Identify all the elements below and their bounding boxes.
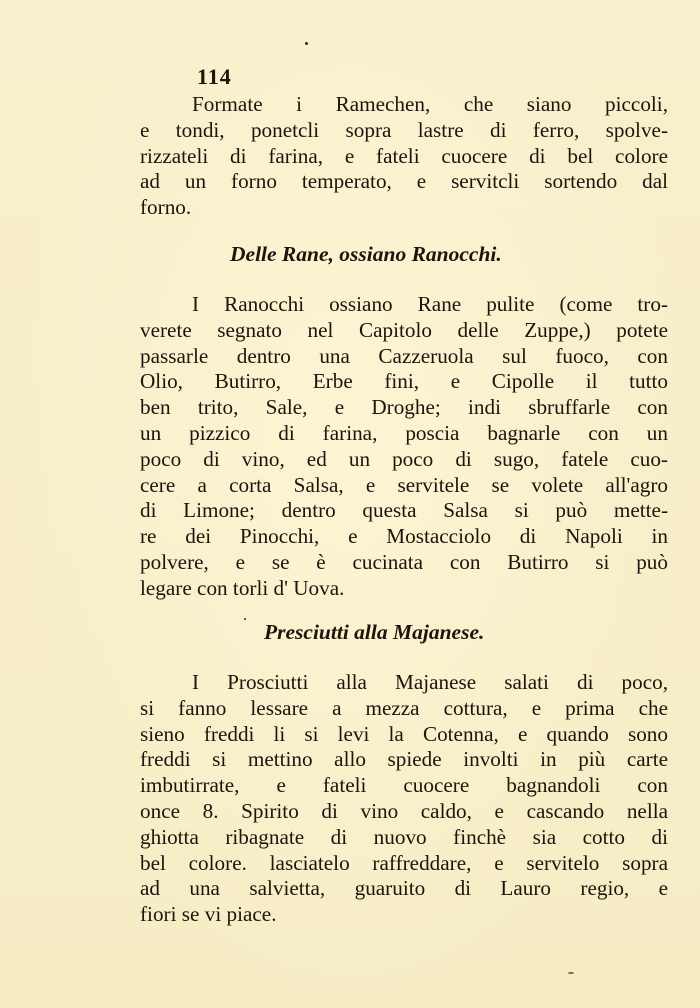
text-line: once 8. Spirito di vino caldo, e cascando nella — [140, 798, 668, 823]
text-line: imbutirrate, e fateli cuocere bagnandoli con — [140, 773, 668, 798]
text-line: re dei Pinocchi, e Mostacciolo di Napoli in — [140, 524, 668, 549]
text-line: rizzateli di farina, e fateli cuocere di bel colore — [140, 143, 668, 168]
ink-speck — [568, 972, 574, 974]
ink-speck — [244, 618, 246, 620]
text-line: fiori se vi piace. — [140, 902, 277, 927]
text-line: passarle dentro una Cazzeruola sul fuoco, con — [140, 343, 668, 368]
text-line: ben trito, Sale, e Droghe; indi sbruffarle con — [140, 395, 668, 420]
text-line: legare con torli d' Uova. — [140, 575, 345, 600]
text-line: cere a corta Salsa, e servitele se volete all'agro — [140, 472, 668, 497]
text-line: ad una salvietta, guaruito di Lauro regio, e — [140, 876, 668, 901]
text-line: ad un forno temperato, e servitcli sortendo dal — [140, 169, 668, 194]
text-line: verete segnato nel Capitolo delle Zuppe,) potete — [140, 317, 668, 342]
paragraph-presciutti — [140, 670, 668, 928]
ink-speck — [305, 42, 308, 45]
text-line: di Limone; dentro questa Salsa si può mette- — [140, 498, 668, 523]
text-line: bel colore. lasciatelo raffreddare, e servitelo sopra — [140, 850, 668, 875]
text-line: poco di vino, ed un poco di sugo, fatele cuo- — [140, 446, 668, 471]
text-line: polvere, e se è cucinata con Butirro si può — [140, 549, 668, 574]
text-line: un pizzico di farina, poscia bagnarle con un — [140, 420, 668, 445]
text-line: ghiotta ribagnate di nuovo finchè sia cotto di — [140, 824, 668, 849]
text-line: freddi si mettino allo spiede involti in più carte — [140, 747, 668, 772]
paragraph-ramechen — [140, 92, 668, 221]
text-line: e tondi, ponetcli sopra lastre di ferro, spolve- — [140, 117, 668, 142]
text-line: I Ranocchi ossiano Rane pulite (come tro- — [192, 292, 668, 316]
page-number: 114 — [197, 64, 232, 89]
heading-presciutti: Presciutti alla Majanese. — [264, 620, 485, 644]
text-line: forno. — [140, 195, 192, 220]
paragraph-rane — [140, 292, 668, 602]
heading-rane: Delle Rane, ossiano Ranocchi. — [230, 242, 502, 266]
text-line: I Prosciutti alla Majanese salati di poco, — [192, 670, 668, 694]
text-line: si fanno lessare a mezza cottura, e prima che — [140, 695, 668, 720]
text-line: sieno freddi li si levi la Cotenna, e quando sono — [140, 721, 668, 746]
text-line: Olio, Butirro, Erbe fini, e Cipolle il tutto — [140, 369, 668, 394]
text-line: Formate i Ramechen, che siano piccoli, — [192, 92, 668, 116]
